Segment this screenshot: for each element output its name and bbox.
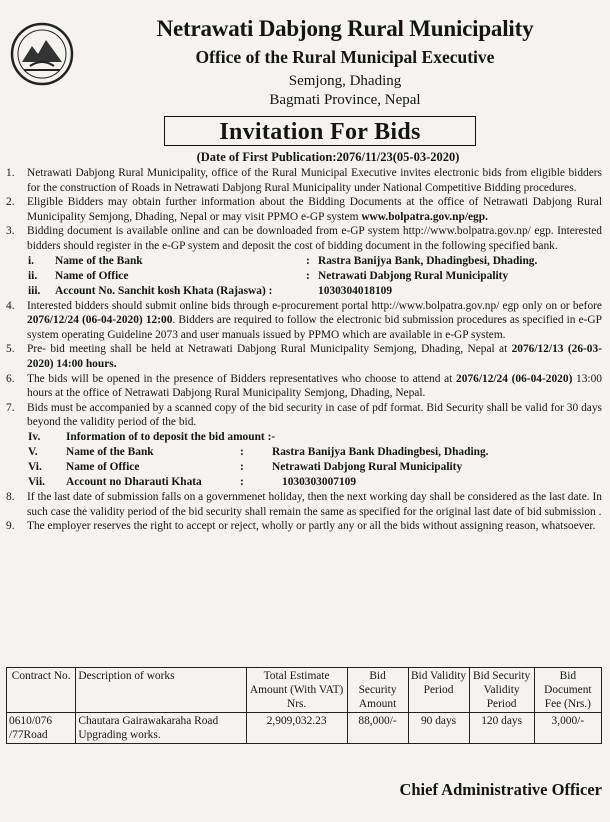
- org-name: Netrawati Dabjong Rural Municipality: [156, 16, 534, 41]
- publication-date: (Date of First Publication:2076/11/23(05-03-2020): [196, 150, 460, 164]
- clause-number: 1.: [6, 167, 15, 179]
- clause-text: The employer reserves the right to accept or reject, wholly or partly any or all the bids without assigning reason, whatsoever.: [27, 520, 596, 533]
- account-info-row: iii. Account No. Sanchit kosh Khata (Rajaswa) : 1030304018109: [28, 284, 393, 297]
- clause-number: 4.: [6, 299, 15, 312]
- clause-3: [0, 224, 610, 253]
- clause-6: 6. The bids will be opened in the presence of Bidders representatives who choose to attend at 2076/12/24 (06-04-2020) 13:00 hours at the office of Netrawati Dabjong Rural Municipality Semjong, Dhading, Nepal.: [6, 372, 602, 400]
- header-estimate: Total Estimate Amount (With VAT) Nrs.: [246, 668, 347, 713]
- notice-body: [0, 166, 610, 534]
- deposit-info-heading: Iv. Information of to deposit the bid amount :-: [28, 430, 276, 443]
- cell-contract-no: 0610/076 /77Road: [7, 713, 76, 744]
- cell-security-validity: 120 days: [469, 713, 534, 744]
- clause-number: 2.: [6, 196, 15, 209]
- clause-9: [0, 519, 610, 534]
- municipality-emblem-icon: [10, 22, 74, 86]
- deposit-office-row: Vi. Name of Office : Netrawati Dabjong Rural Municipality: [28, 460, 463, 473]
- table-row: [7, 713, 602, 744]
- egp-link[interactable]: www.bolpatra.gov.np/egp.: [361, 210, 488, 223]
- header-contract-no: Contract No.: [7, 668, 76, 713]
- notice-title: Invitation For Bids: [164, 116, 476, 146]
- cell-bid-security: 88,000/-: [347, 713, 408, 744]
- office-info-row: ii. Name of Office : Netrawati Dabjong Rural Municipality: [28, 269, 509, 282]
- clause-1: [0, 166, 610, 195]
- clause-text: Bidding document is available online and can be downloaded from e-GP system http://www.bolpatra.gov.np/ egp. Interested bidders should register in the e-GP system and deposit the cost of bidding document in the following specified bank.: [27, 225, 602, 252]
- bid-table: [6, 667, 602, 744]
- cell-document-fee: 3,000/-: [534, 713, 601, 744]
- signatory-title: Chief Administrative Officer: [399, 780, 602, 799]
- table-header-row: [7, 668, 602, 713]
- bank-info-row: i. Name of the Bank : Rastra Banijya Bank, Dhadingbesi, Dhading.: [28, 254, 538, 267]
- address-line-1: Semjong, Dhading: [288, 73, 402, 89]
- clause-7: [0, 401, 610, 430]
- clause-number: 8.: [6, 490, 15, 503]
- header-security-validity: Bid Security Validity Period: [469, 668, 534, 713]
- header-description: Description of works: [76, 668, 246, 713]
- cell-description: Chautara Gairawakaraha Road Upgrading works.: [76, 713, 246, 744]
- clause-8: [0, 490, 610, 519]
- deposit-account-row: Vii. Account no Dharauti Khata : 1030303007109: [28, 475, 357, 488]
- clause-4: 4. Interested bidders should submit online bids through e-procurement portal http://www.bolpatra.gov.np/ egp only on or before 2076/12/24 (06-04-2020) 12:00. Bidders are required to follow the electronic bid submission procedures as specified in e-GP system operating Guideline 2073 and user manuals issued by PPMO which are available in e-GP system.: [6, 299, 602, 341]
- clause-number: 7.: [6, 401, 15, 414]
- clause-number: 6.: [6, 372, 15, 385]
- clause-text: If the last date of submission falls on a governmenet holiday, then the next working day shall be considered as the last date. In such case the validity period of the bid security shall remain the same as specified for the original last date of bid submission .: [27, 490, 602, 518]
- cell-estimate: 2,909,032.23: [246, 713, 347, 744]
- clause-text: Eligible Bidders may obtain further information about the Bidding Documents at the office of Netrawati Dabjong Rural Municipality Semjong, Dhading, Nepal or may visit PPMO e-GP system: [27, 196, 602, 223]
- office-name: Office of the Rural Municipal Executive: [195, 47, 495, 67]
- clause-text: Netrawati Dabjong Rural Municipality, office of the Rural Municipal Executive invites electronic bids from eligible bidders for the construction of Roads in Netrawati Dabjong Rural Municipality under National Competitive Bidding procedures.: [27, 167, 602, 194]
- address-line-2: Bagmati Province, Nepal: [269, 92, 421, 108]
- cell-bid-validity: 90 days: [408, 713, 469, 744]
- clause-5: 5. Pre- bid meeting shall be held at Netrawati Dabjong Rural Municipality Semjong, Dhading, Nepal at 2076/12/13 (26-03-2020) 14:00 hours.: [6, 343, 602, 370]
- clause-2: [0, 195, 610, 224]
- header-bid-security: Bid Security Amount: [347, 668, 408, 713]
- header-bid-validity: Bid Validity Period: [408, 668, 469, 713]
- clause-text: Bids must be accompanied by a scanned copy of the bid security in case of pdf format. Bid Security shall be valid for 30 days beyond the validity period of the bid.: [27, 401, 602, 429]
- header-document-fee: Bid Document Fee (Nrs.): [534, 668, 601, 713]
- clause-number: 5.: [6, 343, 15, 356]
- clause-number: 9.: [6, 520, 15, 533]
- deposit-bank-row: V. Name of the Bank : Rastra Banijya Bank Dhadingbesi, Dhading.: [28, 445, 489, 458]
- clause-number: 3.: [6, 225, 15, 238]
